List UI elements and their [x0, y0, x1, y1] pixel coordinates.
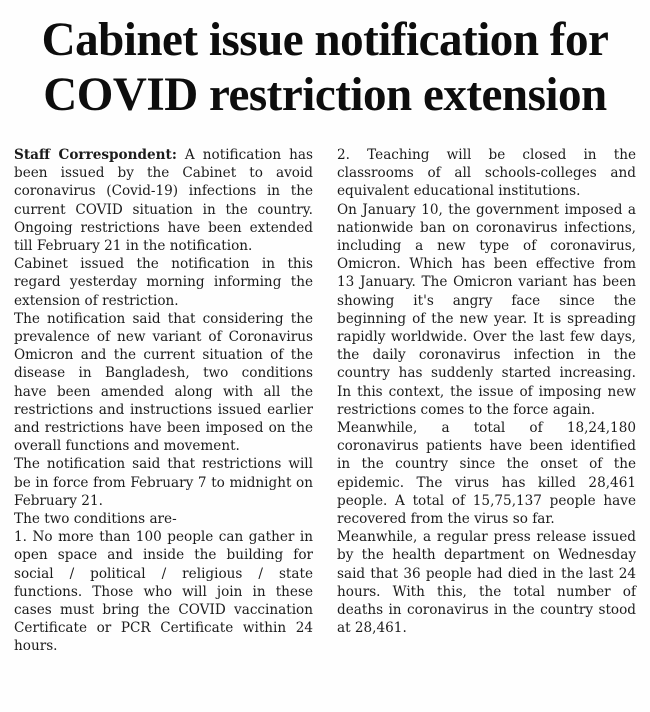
paragraph: The notification said that restrictions will be in force from February 7 to midnight on February 21.: [14, 456, 313, 509]
byline: Staff Correspondent:: [14, 147, 177, 163]
paragraph: Cabinet issued the notification in this regard yesterday morning informing the extension of restriction.: [14, 256, 313, 309]
paragraph: Meanwhile, a regular press release issued by the health department on Wednesday said that 36 people had died in the last 24 hours. With this, the total number of deaths in coronavirus in the country stood at 28,461.: [337, 529, 636, 637]
paragraph: 2. Teaching will be closed in the classrooms of all schools-colleges and equivalent educational institutions.: [337, 147, 636, 200]
article-column-right: [337, 146, 636, 656]
paragraph: On January 10, the government imposed a nationwide ban on coronavirus infections, including a new type of coronavirus, Omicron. Which has been effective from 13 January. The Omicron variant has been showing it's angry face since the beginning of the new year. It is spreading rapidly worldwide. Over the last few days, the daily coronavirus infection in the country has suddenly started increasing. In this context, the issue of imposing new restrictions comes to the force again.: [337, 201, 636, 418]
article-body: [0, 142, 650, 656]
lead-paragraph-text: A notification has been issued by the Cabinet to avoid coronavirus (Covid-19) infections in the current COVID situation in the country. Ongoing restrictions have been extended till February 21 in the notification.: [14, 147, 313, 255]
paragraph: 1. No more than 100 people can gather in open space and inside the building for social / political / religious / state functions. Those who will join in these cases must bring the COVID vaccination Certificate or PCR Certificate within 24 hours.: [14, 529, 313, 655]
paragraph: Meanwhile, a total of 18,24,180 coronavirus patients have been identified in the country since the onset of the epidemic. The virus has killed 28,461 people. A total of 15,75,137 people have recovered from the virus so far.: [337, 420, 636, 528]
paragraph: The two conditions are-: [14, 511, 177, 528]
article-headline: Cabinet issue notification for COVID restriction extension: [41, 13, 609, 121]
article-column-left: [14, 146, 313, 656]
paragraph: The notification said that considering the prevalence of new variant of Coronavirus Omicron and the current situation of the disease in Bangladesh, two conditions have been amended along with all the restrictions and instructions issued earlier and restrictions have been imposed on the overall functions and movement.: [14, 310, 313, 455]
lead-paragraph: [14, 146, 313, 255]
